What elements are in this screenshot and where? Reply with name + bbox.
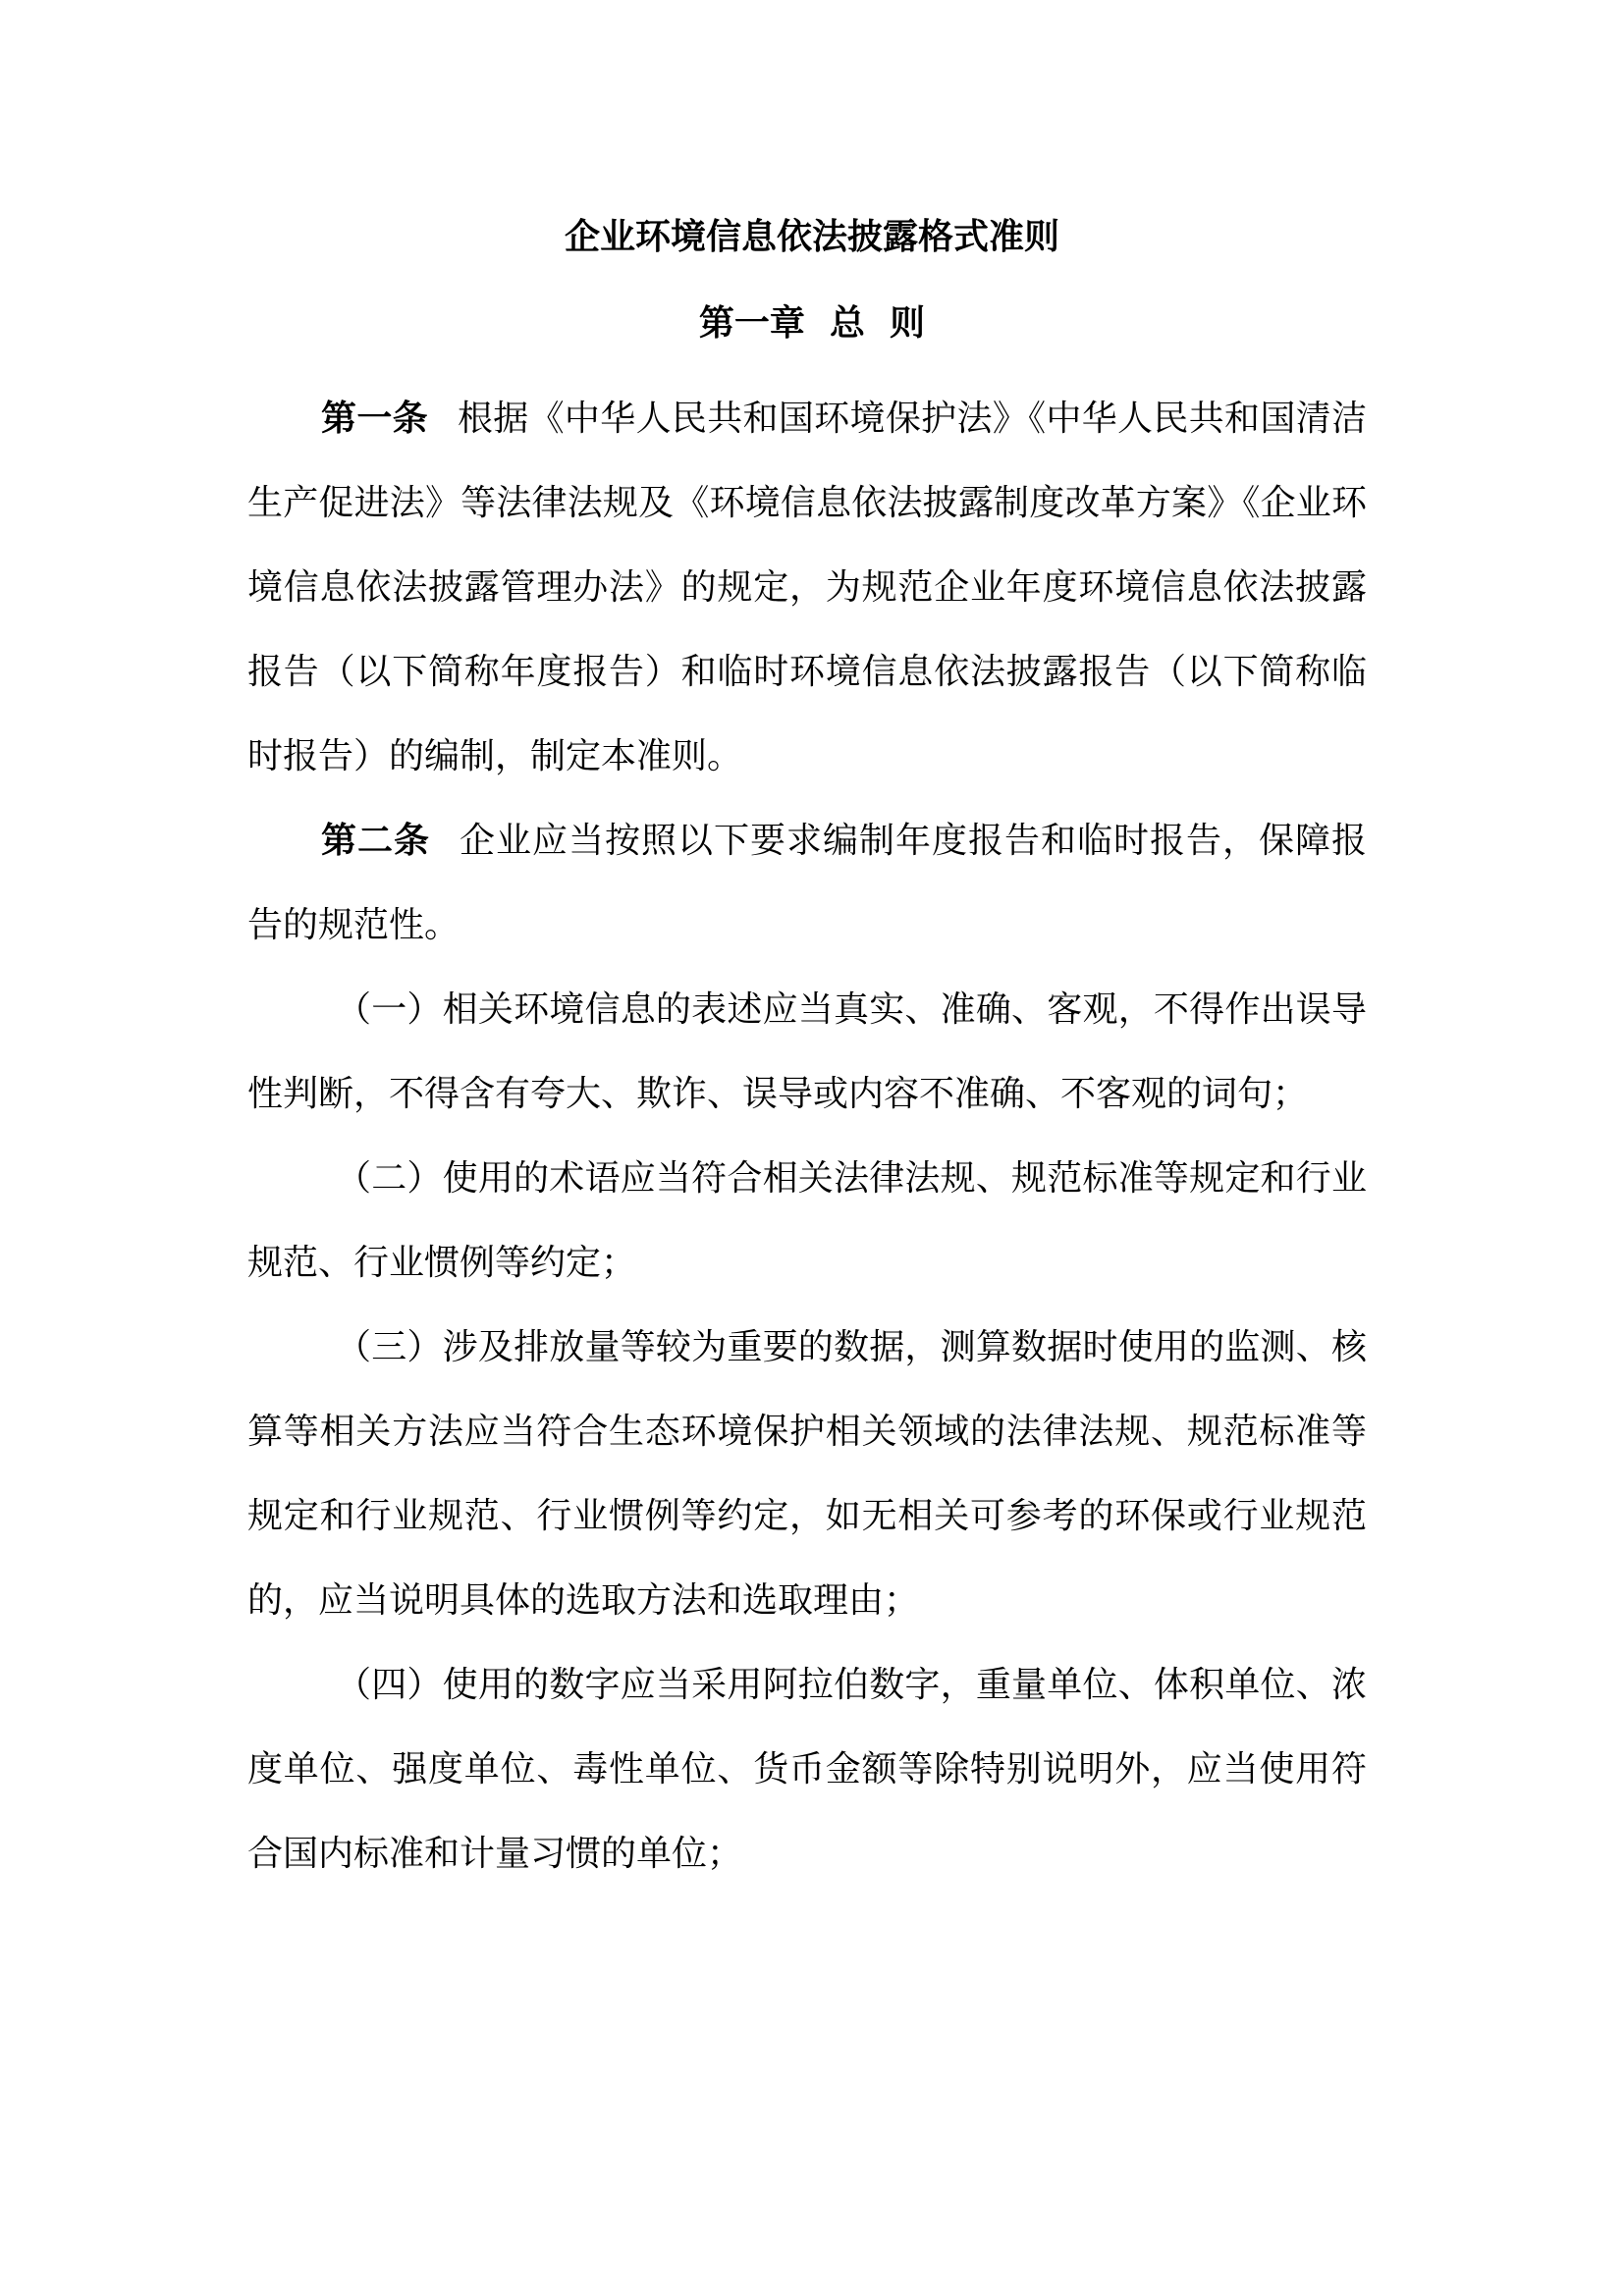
list-item: （一）相关环境信息的表述应当真实、准确、客观，不得作出误导性判断，不得含有夸大、欺诈、误导或内容不准确、不客观的词句； (247, 989, 1367, 1114)
article-1-paragraph (247, 377, 1367, 799)
list-item: （三）涉及排放量等较为重要的数据，测算数据时使用的监测、核算等相关方法应当符合生态环境保护相关领域的法律法规、规范标准等规定和行业规范、行业惯例等约定，如无相关可参考的环保或行业规范的，应当说明具体的选取方法和选取理由； (247, 1327, 1367, 1621)
list-item: （二）使用的术语应当符合相关法律法规、规范标准等规定和行业规范、行业惯例等约定； (247, 1158, 1367, 1283)
article-1-label: 第一条 (321, 399, 428, 439)
article-2-text: 企业应当按照以下要求编制年度报告和临时报告，保障报告的规范性。 (247, 821, 1367, 945)
document-title: 企业环境信息依法披露格式准则 (564, 217, 1059, 257)
article-2-label: 第二条 (321, 821, 430, 861)
article-2-paragraph (247, 799, 1367, 968)
article-1-text: 根据《中华人民共和国环境保护法》《中华人民共和国清洁生产促进法》等法律法规及《环境信息依法披露制度改革方案》《企业环境信息依法披露管理办法》的规定，为规范企业年度环境信息依法披露报告（以下简称年度报告）和临时环境信息依法披露报告（以下简称临时报告）的编制，制定本准则。 (247, 399, 1367, 776)
document-body (247, 377, 1367, 1896)
chapter-heading: 第一章 总 则 (698, 303, 926, 344)
list-item: （四）使用的数字应当采用阿拉伯数字，重量单位、体积单位、浓度单位、强度单位、毒性单位、货币金额等除特别说明外，应当使用符合国内标准和计量习惯的单位； (247, 1665, 1367, 1874)
